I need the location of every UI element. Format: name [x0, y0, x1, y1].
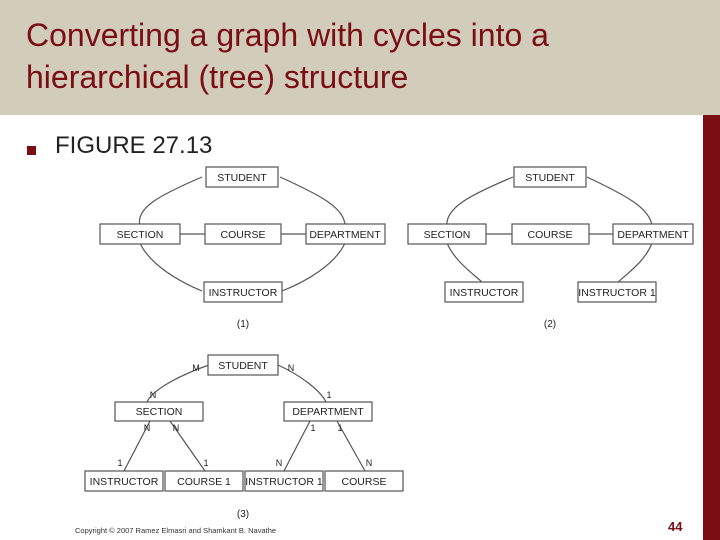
node-instructor-label: INSTRUCTOR	[89, 476, 159, 488]
diagram-1	[100, 167, 385, 330]
node-course1-label: COURSE 1	[177, 476, 231, 488]
cardinality-label: N	[275, 458, 283, 468]
caption-1: (1)	[236, 319, 250, 330]
cardinality-label: N	[287, 363, 295, 373]
node-section-label: SECTION	[135, 406, 183, 418]
edge-department-instructor1	[284, 421, 310, 471]
node-instructor-label: INSTRUCTOR	[449, 287, 519, 299]
node-student-label: STUDENT	[525, 172, 575, 184]
node-section-label: SECTION	[116, 229, 164, 241]
figure-bullet-text: FIGURE 27.13	[55, 132, 213, 159]
cardinality-label: N	[149, 390, 157, 400]
edge-student-department	[280, 177, 345, 226]
page-number: 44	[668, 519, 683, 534]
node-student-label: STUDENT	[218, 360, 268, 372]
cardinality-label: N	[143, 423, 151, 433]
node-course-label: COURSE	[527, 229, 573, 241]
cardinality-label: N	[365, 458, 373, 468]
cardinality-label: M	[192, 363, 200, 373]
edge-student-section	[139, 177, 202, 226]
edge-department-instructor1	[616, 243, 652, 284]
cardinality-label: 1	[337, 423, 343, 433]
cardinality-label: 1	[326, 390, 332, 400]
node-instructor-label: INSTRUCTOR	[208, 287, 278, 299]
edge-section-instructor	[447, 243, 484, 284]
edge-section-instructor	[140, 243, 202, 291]
node-instructor1-label: INSTRUCTOR 1	[245, 476, 323, 488]
cardinality-label: 1	[117, 458, 123, 468]
edge-student-department	[278, 365, 326, 402]
diagram-2	[408, 167, 693, 330]
node-department-label: DEPARTMENT	[617, 229, 689, 241]
node-student-label: STUDENT	[217, 172, 267, 184]
node-course-label: COURSE	[220, 229, 266, 241]
cardinality-label: N	[172, 423, 180, 433]
edge-student-section	[447, 177, 513, 226]
node-instructor1-label: INSTRUCTOR 1	[578, 287, 656, 299]
node-department-label: DEPARTMENT	[292, 406, 364, 418]
slide-title: Converting a graph with cycles into a hierarchical (tree) structure	[26, 17, 549, 95]
cardinality-label: 1	[203, 458, 209, 468]
node-course-label: COURSE	[341, 476, 387, 488]
edge-student-department	[587, 177, 652, 226]
edge-department-instructor	[282, 243, 345, 291]
copyright-notice: Copyright © 2007 Ramez Elmasri and Shamkant B. Navathe	[75, 526, 277, 535]
cardinality-label: 1	[310, 423, 316, 433]
node-section-label: SECTION	[423, 229, 471, 241]
node-department-label: DEPARTMENT	[309, 229, 381, 241]
diagram-3	[85, 355, 403, 520]
caption-2: (2)	[543, 319, 557, 330]
caption-3: (3)	[236, 509, 250, 520]
